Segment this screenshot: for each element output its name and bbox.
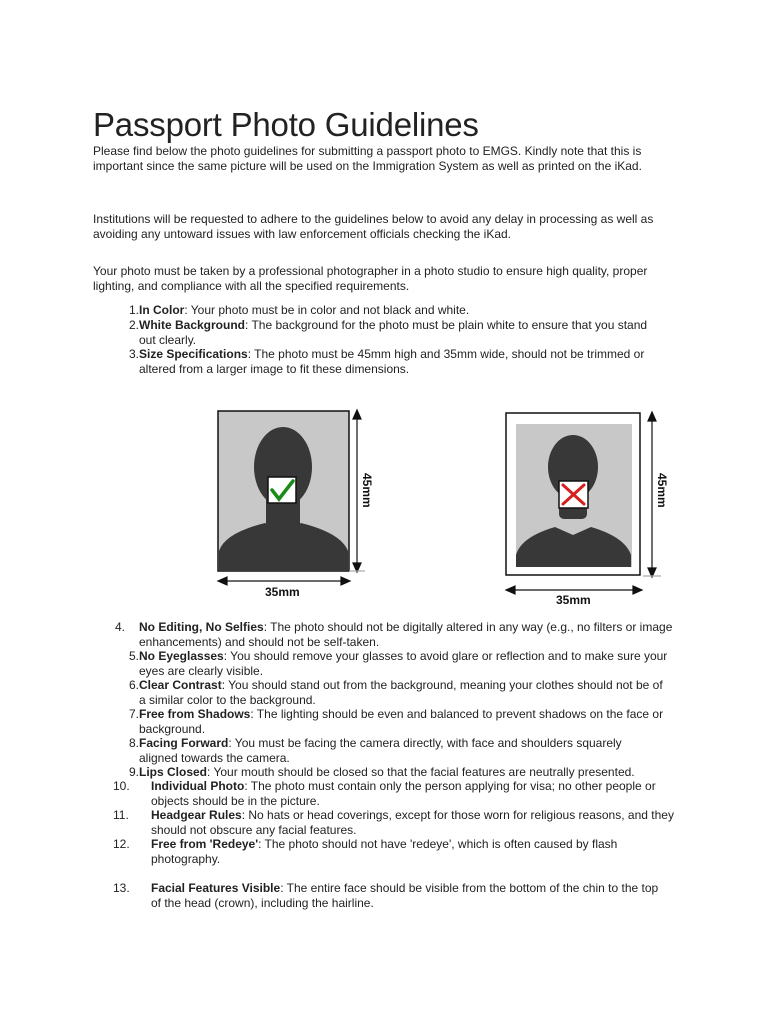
list-term: In Color [139,303,185,317]
list-number: 12. [113,837,130,851]
list-number: 10. [113,779,130,793]
list-text [151,881,671,910]
list-desc: : You should stand out from the background, meaning your clothes should not be of a similar color to the background. [139,678,663,707]
list-term: Facial Features Visible [151,881,281,895]
list-desc: : The entire face should be visible from the bottom of the chin to the top of the head (crown), including the hairline. [151,881,659,910]
cross-icon [559,481,588,508]
list-term: Facing Forward [139,736,229,750]
width-dimension-arrow [218,577,350,585]
list-desc: : You must be facing the camera directly, with face and shoulders squarely aligned towards the camera. [139,736,622,765]
list-number: 8. [128,736,139,750]
list-desc: : The photo should not be digitally altered in any way (e.g., no filters or image enhancements) and should not be self-taken. [139,620,673,649]
list-term: Free from Shadows [139,707,251,721]
list-desc: : The lighting should be even and balanced to prevent shadows on the face or background. [139,707,664,736]
list-text [139,649,669,678]
list-term: Size Specifications [139,347,248,361]
width-label: 35mm [265,585,300,599]
list-text [139,736,659,765]
list-desc: : The photo must be 45mm high and 35mm wide, should not be trimmed or altered from a larger image to fit these dimensions. [139,347,645,376]
list-desc: : The photo should not have 'redeye', which is often caused by flash photography. [151,837,618,866]
list-number: 4. [115,620,126,634]
page-title: Passport Photo Guidelines [93,106,479,143]
list-number: 11. [113,808,129,822]
list-text [151,837,651,866]
list-desc: : The photo must contain only the person applying for visa; no other people or objects should be in the picture. [151,779,656,808]
list-term: Lips Closed [139,765,208,779]
list-number: 6. [128,678,139,692]
list-text [151,808,679,837]
list-term: No Eyeglasses [139,649,224,663]
height-label: 45mm [360,473,374,508]
check-icon [268,477,296,503]
institutions-paragraph: Institutions will be requested to adhere to the guidelines below to avoid any delay in processing as well as avoiding any untoward issues with law enforcement officials checking the iKad. [93,212,654,241]
list-desc: : No hats or head coverings, except for those worn for religious reasons, and they should not obscure any facial features. [151,808,674,837]
incorrect-photo-figure [503,405,673,610]
correct-photo-figure [215,405,375,605]
list-term: Free from 'Redeye' [151,837,259,851]
list-text [139,765,683,780]
list-desc: : Your photo must be in color and not black and white. [184,303,470,317]
height-label: 45mm [655,473,669,508]
list-term: Individual Photo [151,779,245,793]
list-text [139,678,669,707]
list-term: Headgear Rules [151,808,242,822]
list-term: White Background [139,318,246,332]
intro-paragraph: Please find below the photo guidelines for submitting a passport photo to EMGS. Kindly note that this is important since the same picture will be used on the Immigration System as well as printed on the iKad. [93,144,642,173]
list-term: No Editing, No Selfies [139,620,264,634]
list-number: 13. [113,881,130,895]
list-text [139,347,674,376]
list-desc: : You should remove your glasses to avoid glare or reflection and to make sure your eyes are clearly visible. [139,649,668,678]
width-label: 35mm [556,593,591,607]
list-number: 2. [128,318,139,332]
list-text [139,620,679,649]
list-number: 3. [128,347,139,361]
list-number: 5. [128,649,139,663]
list-number: 7. [128,707,139,721]
list-text [151,779,676,808]
list-number: 1. [128,303,139,317]
list-number: 9. [128,765,139,779]
photographer-paragraph: Your photo must be taken by a professional photographer in a photo studio to ensure high quality, proper lighting, and compliance with all the specified requirements. [93,264,648,293]
list-desc: : The background for the photo must be plain white to ensure that you stand out clearly. [139,318,648,347]
list-text [139,318,659,347]
list-term: Clear Contrast [139,678,222,692]
list-text [139,303,679,318]
list-desc: : Your mouth should be closed so that the facial features are neutrally presented. [207,765,635,779]
list-text [139,707,679,736]
